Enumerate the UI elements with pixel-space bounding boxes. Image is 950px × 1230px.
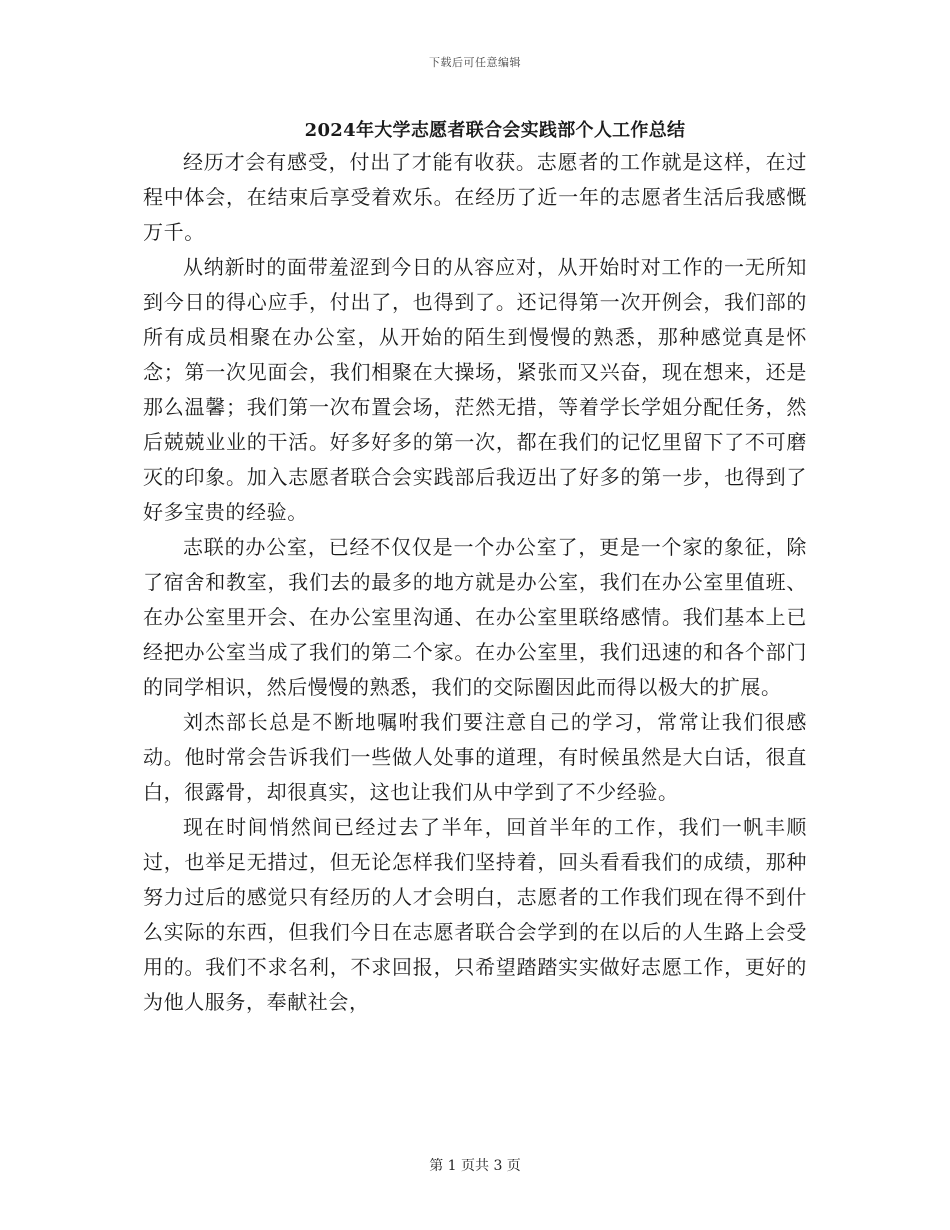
paragraph-3: 志联的办公室，已经不仅仅是一个办公室了，更是一个家的象征，除了宿舍和教室，我们去的最多的地方就是办公室，我们在办公室里值班、在办公室里开会、在办公室里沟通、在办公室里联络感情。我们基本上已经把办公室当成了我们的第二个家。在办公室里，我们迅速的和各个部门的同学相识，然后慢慢的熟悉，我们的交际圈因此而得以极大的扩展。 [143,535,807,699]
paragraph-5: 现在时间悄然间已经过去了半年，回首半年的工作，我们一帆丰顺过，也举足无措过，但无论怎样我们坚持着，回头看看我们的成绩，那种努力过后的感觉只有经历的人才会明白，志愿者的工作我们现在得不到什么实际的东西，但我们今日在志愿者联合会学到的在以后的人生路上会受用的。我们不求名利，不求回报，只希望踏踏实实做好志愿工作，更好的为他人服务，奉献社会， [143,815,807,1014]
page-number-footer: 第 1 页共 3 页 [429,1158,521,1174]
document-title: 2024年大学志愿者联合会实践部个人工作总结 [304,120,686,141]
paragraph-4: 刘杰部长总是不断地嘱咐我们要注意自己的学习，常常让我们很感动。他时常会告诉我们一些做人处事的道理，有时候虽然是大白话，很直白，很露骨，却很真实，这也让我们从中学到了不少经验。 [143,710,807,804]
paragraph-2: 从纳新时的面带羞涩到今日的从容应对，从开始时对工作的一无所知到今日的得心应手，付出了，也得到了。还记得第一次开例会，我们部的所有成员相聚在办公室，从开始的陌生到慢慢的熟悉，那种感觉真是怀念；第一次见面会，我们相聚在大操场，紧张而又兴奋，现在想来，还是那么温馨；我们第一次布置会场，茫然无措，等着学长学姐分配任务，然后兢兢业业的干活。好多好多的第一次，都在我们的记忆里留下了不可磨灭的印象。加入志愿者联合会实践部后我迈出了好多的第一步，也得到了好多宝贵的经验。 [143,255,807,524]
paragraph-1: 经历才会有感受，付出了才能有收获。志愿者的工作就是这样，在过程中体会，在结束后享受着欢乐。在经历了近一年的志愿者生活后我感慨万千。 [143,150,807,244]
document-body [143,145,807,1020]
page-header-note: 下载后可任意编辑 [429,56,521,69]
